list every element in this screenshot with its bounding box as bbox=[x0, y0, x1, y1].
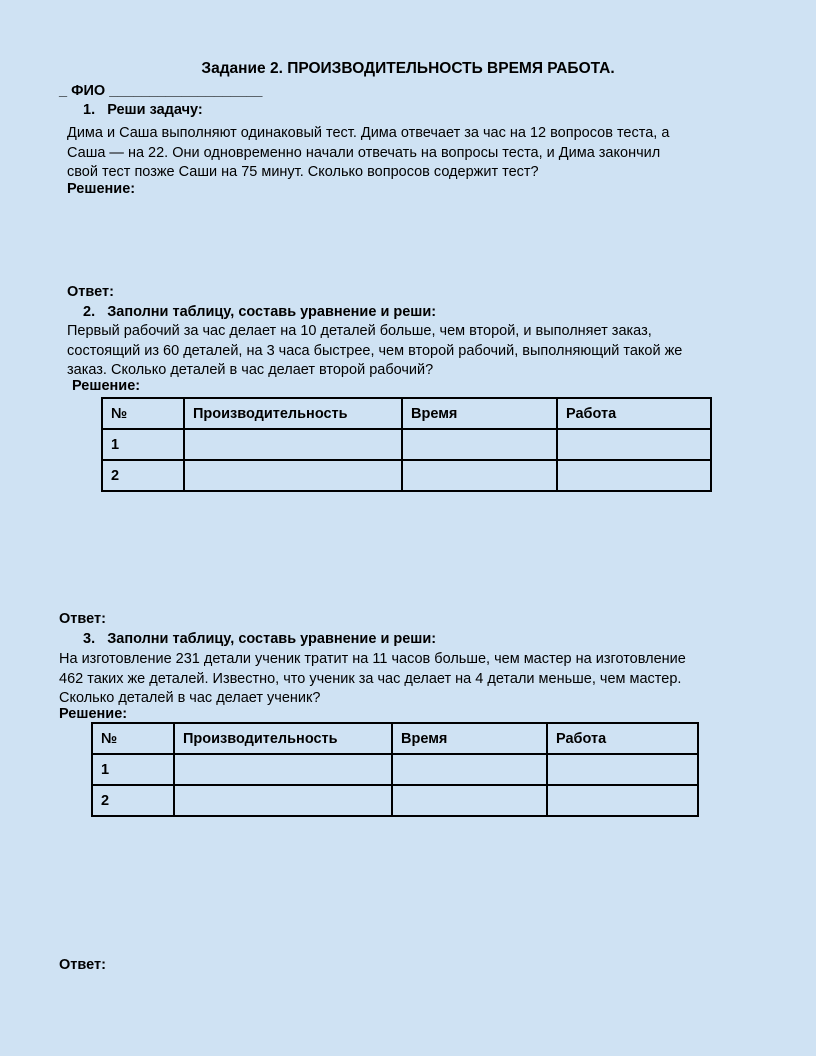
table-header-cell: № bbox=[102, 398, 184, 429]
table-header-row bbox=[102, 398, 711, 429]
fio-line: _ ФИО ___________________ bbox=[59, 83, 263, 99]
task2-heading bbox=[83, 304, 436, 320]
table-cell[interactable] bbox=[547, 785, 698, 816]
table-header-cell: № bbox=[92, 723, 174, 754]
task3-number: 3. bbox=[83, 631, 96, 647]
task1-number: 1. bbox=[83, 102, 96, 118]
task1-line: Дима и Саша выполняют одинаковый тест. Дима отвечает за час на 12 вопросов теста, а bbox=[67, 125, 670, 141]
task2-answer-label: Ответ: bbox=[59, 611, 106, 627]
table-cell[interactable] bbox=[184, 429, 402, 460]
task1-text bbox=[67, 124, 669, 183]
task2-table bbox=[101, 397, 712, 492]
table-cell[interactable] bbox=[392, 785, 547, 816]
task2-line: заказ. Сколько деталей в час делает второй рабочий? bbox=[67, 362, 434, 378]
table-row bbox=[102, 429, 711, 460]
task2-number: 2. bbox=[83, 304, 96, 320]
table-cell: 1 bbox=[102, 429, 184, 460]
task1-heading-text: Реши задачу: bbox=[107, 102, 203, 118]
task2-text bbox=[67, 322, 682, 381]
task2-heading-text: Заполни таблицу, составь уравнение и реши: bbox=[107, 304, 437, 320]
table-cell[interactable] bbox=[557, 429, 711, 460]
table-row bbox=[92, 785, 698, 816]
table-cell[interactable] bbox=[402, 429, 557, 460]
task3-text bbox=[59, 650, 686, 709]
task1-line: Саша — на 22. Они одновременно начали отвечать на вопросы теста, и Дима закончил bbox=[67, 144, 661, 161]
task3-line: 462 таких же деталей. Известно, что ученик за час делает на 4 детали меньше, чем мастер. bbox=[59, 670, 682, 687]
task3-heading-text: Заполни таблицу, составь уравнение и реши: bbox=[107, 631, 437, 647]
task1-heading bbox=[83, 102, 203, 118]
task3-heading bbox=[83, 631, 436, 647]
task1-solution-label: Решение: bbox=[67, 181, 136, 197]
table-header-cell: Время bbox=[402, 398, 557, 429]
table-row bbox=[92, 754, 698, 785]
task2-line: состоящий из 60 деталей, на 3 часа быстрее, чем второй рабочий, выполняющий такой же bbox=[67, 342, 683, 359]
table-cell[interactable] bbox=[392, 754, 547, 785]
table-cell[interactable] bbox=[174, 785, 392, 816]
table-header-cell: Производительность bbox=[184, 398, 402, 429]
table-header-cell: Производительность bbox=[174, 723, 392, 754]
task1-line: свой тест позже Саши на 75 минут. Сколько вопросов содержит тест? bbox=[67, 164, 539, 180]
task2-line: Первый рабочий за час делает на 10 деталей больше, чем второй, и выполняет заказ, bbox=[67, 323, 652, 339]
table-cell: 2 bbox=[102, 460, 184, 491]
table-row bbox=[102, 460, 711, 491]
table-cell[interactable] bbox=[402, 460, 557, 491]
table-cell[interactable] bbox=[557, 460, 711, 491]
table-cell: 2 bbox=[92, 785, 174, 816]
table-header-cell: Работа bbox=[557, 398, 711, 429]
table-header-row bbox=[92, 723, 698, 754]
task3-line: Сколько деталей в час делает ученик? bbox=[59, 690, 321, 706]
task2-solution-label: Решение: bbox=[72, 378, 141, 394]
task3-line: На изготовление 231 детали ученик тратит на 11 часов больше, чем мастер на изготовление bbox=[59, 651, 686, 667]
task1-answer-label: Ответ: bbox=[67, 284, 114, 300]
task3-solution-label: Решение: bbox=[59, 706, 128, 722]
table-header-cell: Работа bbox=[547, 723, 698, 754]
task3-answer-label: Ответ: bbox=[59, 957, 106, 973]
task3-table bbox=[91, 722, 699, 817]
table-cell[interactable] bbox=[547, 754, 698, 785]
table-cell: 1 bbox=[92, 754, 174, 785]
table-cell[interactable] bbox=[184, 460, 402, 491]
page-title: Задание 2. ПРОИЗВОДИТЕЛЬНОСТЬ ВРЕМЯ РАБОТА. bbox=[201, 60, 615, 77]
table-header-cell: Время bbox=[392, 723, 547, 754]
table-cell[interactable] bbox=[174, 754, 392, 785]
